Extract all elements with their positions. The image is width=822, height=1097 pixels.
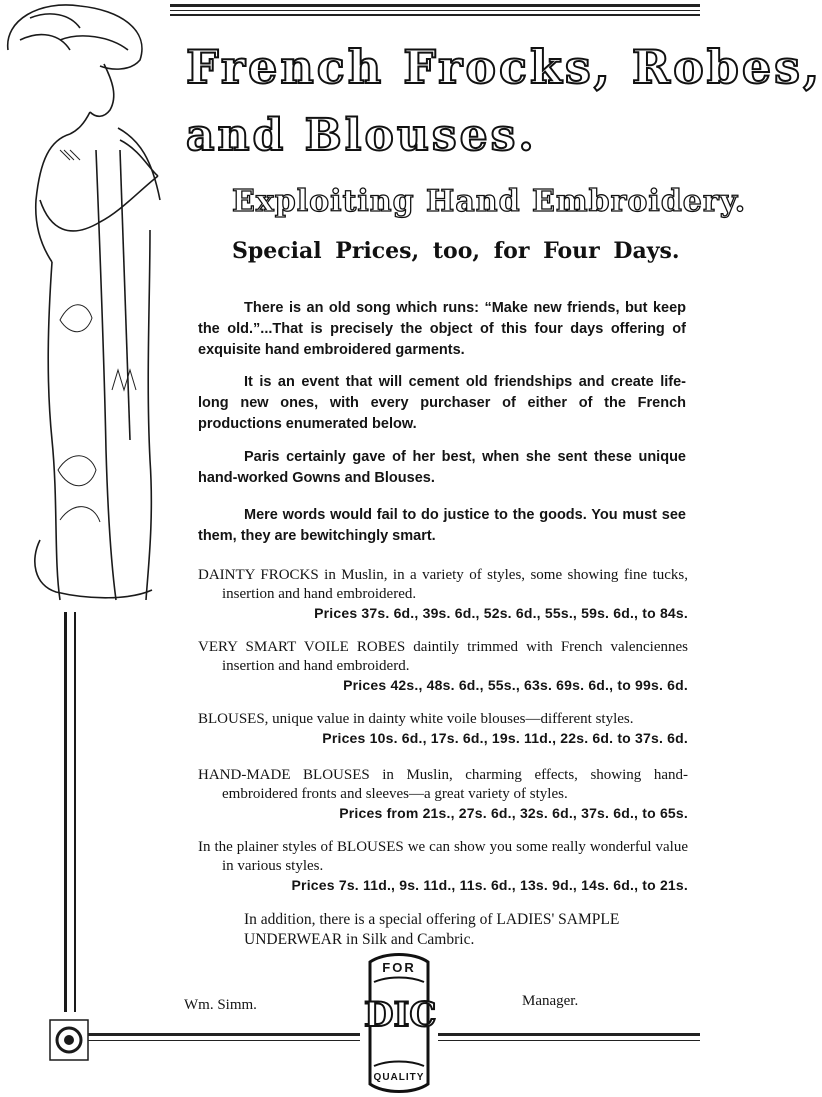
product-item-hand-made-blouses: [198, 766, 688, 823]
product-prices: Prices 37s. 6d., 39s. 6d., 52s. 6d., 55s., 59s. 6d., to 84s.: [314, 605, 688, 621]
intro-paragraph-3: Paris certainly gave of her best, when she sent these unique hand-worked Gowns and Blouses.: [198, 449, 686, 486]
signature: Wm. Simm.: [184, 997, 257, 1013]
product-description: VERY SMART VOILE ROBES daintily trimmed with French valenciennes insertion and hand embroiderd.: [198, 639, 688, 674]
product-item-blouses: [198, 710, 688, 748]
product-prices: Prices 42s., 48s. 6d., 55s., 63s. 69s. 6d., to 99s. 6d.: [343, 677, 688, 693]
logo-top-text: FOR: [382, 960, 416, 975]
product-description: DAINTY FROCKS in Muslin, in a variety of styles, some showing fine tucks, insertion and hand embroidered.: [198, 567, 688, 602]
woman-illustration: [0, 0, 190, 1097]
product-description: HAND-MADE BLOUSES in Muslin, charming effects, showing hand-embroidered fronts and sleeves—a great variety of styles.: [198, 767, 688, 802]
product-description: In the plainer styles of BLOUSES we can show you some really wonderful value in various styles.: [198, 839, 688, 874]
logo-bottom-text: QUALITY: [373, 1072, 425, 1083]
product-item-voile-robes: [198, 638, 688, 695]
signature-title: Manager.: [522, 993, 579, 1009]
product-prices: Prices 10s. 6d., 17s. 6d., 19s. 11d., 22s. 6d. to 37s. 6d.: [322, 730, 688, 746]
intro-paragraph-2: It is an event that will cement old friendships and create life-long new ones, with every purchaser of either of the French productions enumerated below.: [198, 374, 686, 432]
product-description: BLOUSES, unique value in dainty white voile blouses—different styles.: [198, 711, 634, 727]
headline-line1: French Frocks, Robes,: [186, 40, 822, 94]
bottom-border-rule-left: [88, 1033, 360, 1036]
subheading: Exploiting Hand Embroidery.: [232, 184, 747, 219]
product-prices: Prices from 21s., 27s. 6d., 32s. 6d., 37s. 6d., to 65s.: [339, 805, 688, 821]
bottom-border-rule-right-thin: [438, 1040, 700, 1041]
product-prices: Prices 7s. 11d., 9s. 11d., 11s. 6d., 13s. 9d., 14s. 6d., to 21s.: [291, 877, 688, 893]
tagline: Special Prices, too, for Four Days.: [232, 238, 680, 264]
bottom-border-rule-left-thin: [88, 1040, 360, 1041]
top-border-rule-lower: [170, 14, 700, 16]
intro-paragraph-1: There is an old song which runs: “Make new friends, but keep the old.”...That is precisely the object of this four days offering of exquisite hand embroidered garments.: [198, 300, 686, 358]
dic-logo: [364, 952, 437, 1097]
logo-middle-text: DIC: [364, 995, 437, 1035]
product-item-plainer-blouses: [198, 838, 688, 895]
top-border-rule: [170, 4, 700, 7]
product-item-frocks: [198, 566, 688, 623]
headline-line2: and Blouses.: [186, 110, 537, 161]
intro-paragraph-4: Mere words would fail to do justice to the goods. You must see them, they are bewitchingly smart.: [198, 507, 686, 544]
bottom-border-rule-right: [438, 1033, 700, 1036]
addition-note: In addition, there is a special offering of LADIES' SAMPLE UNDERWEAR in Silk and Cambric.: [244, 911, 620, 948]
top-border-rule-thin: [170, 10, 700, 11]
